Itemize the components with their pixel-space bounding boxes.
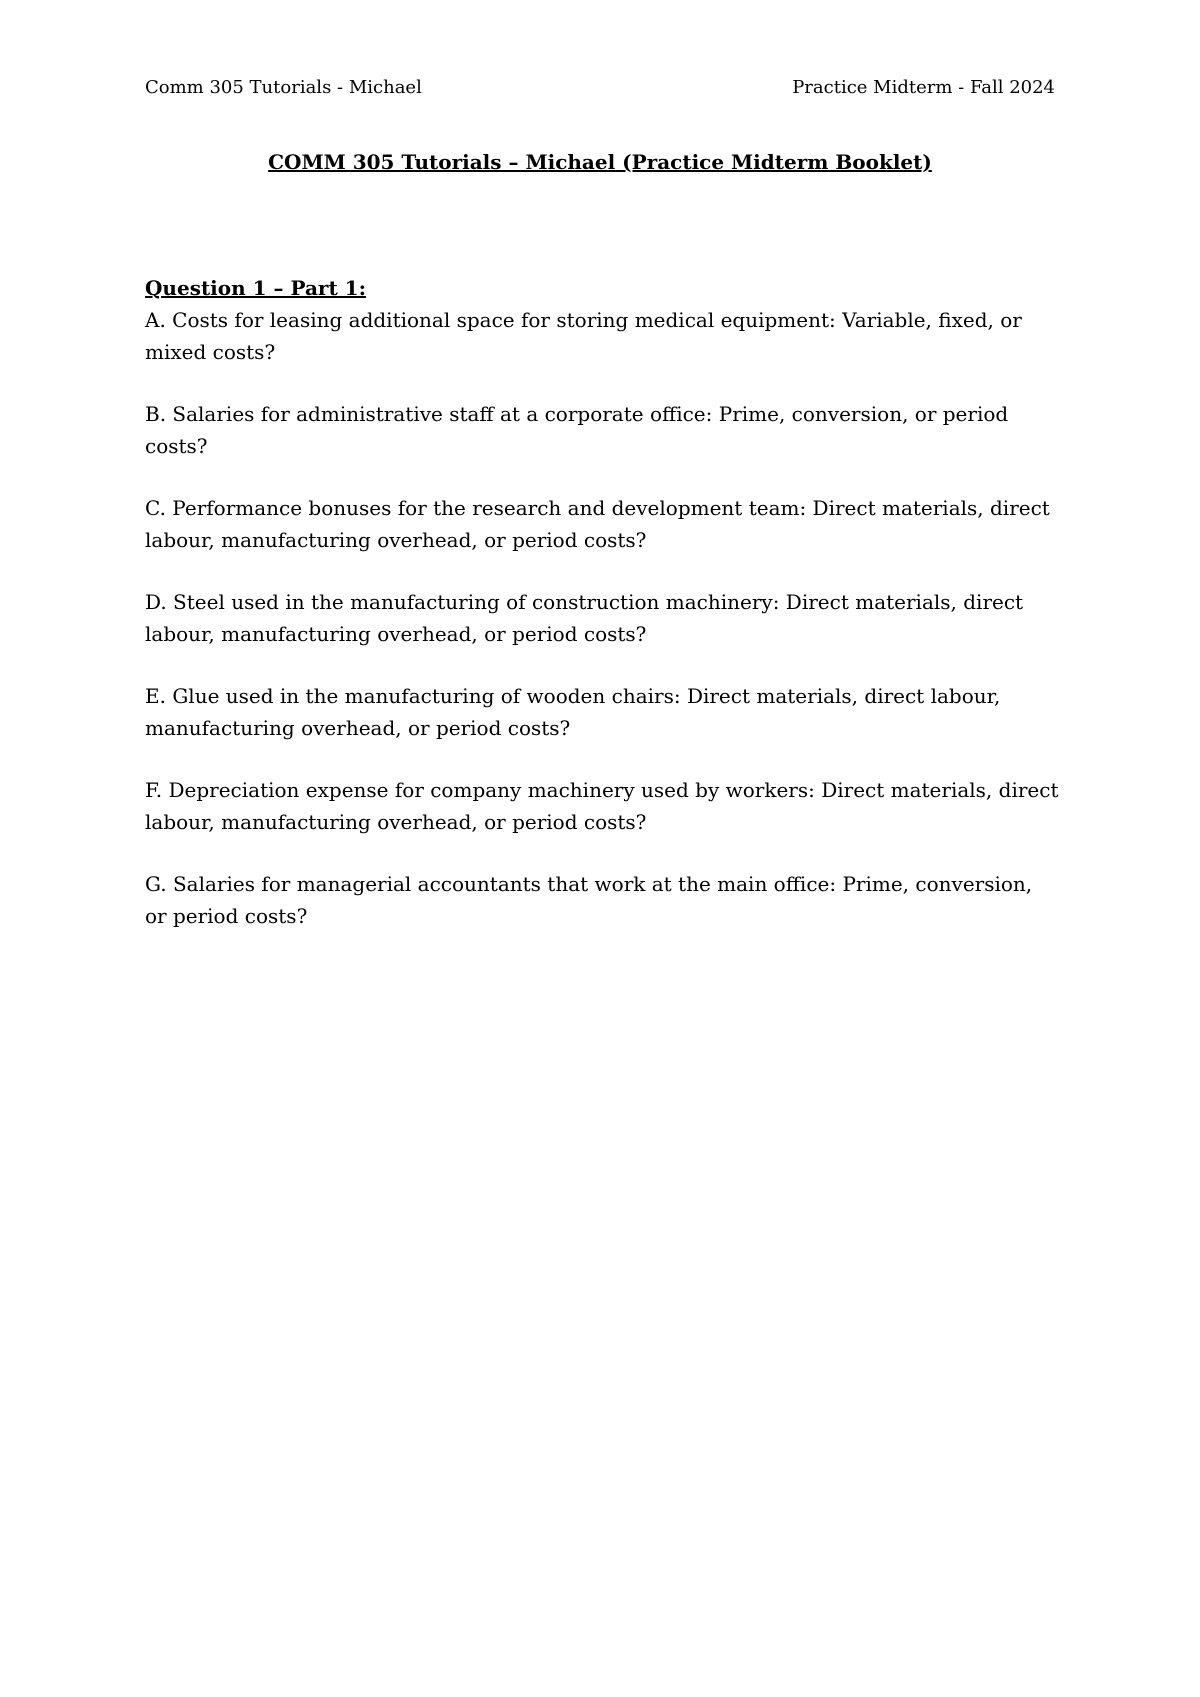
question-item-g: G. Salaries for managerial accountants that work at the main office: Prime, conversion, or period costs? [145,872,1033,928]
question-section [145,272,1060,962]
question-item-a: A. Costs for leasing additional space for storing medical equipment: Variable, fixed, or mixed costs? [145,308,1022,364]
header-left: Comm 305 Tutorials - Michael [145,77,422,98]
question-item-c: C. Performance bonuses for the research and development team: Direct materials, direct labour, manufacturing overhead, or period costs? [145,496,1050,552]
question-item-d: D. Steel used in the manufacturing of construction machinery: Direct materials, direct labour, manufacturing overhead, or period costs? [145,590,1024,646]
running-header [145,76,1055,100]
question-item-f: F. Depreciation expense for company machinery used by workers: Direct materials, direct labour, manufacturing overhead, or period costs? [145,778,1059,834]
question-item-e: E. Glue used in the manufacturing of wooden chairs: Direct materials, direct labour, manufacturing overhead, or period costs? [145,684,1001,740]
question-item-b: B. Salaries for administrative staff at a corporate office: Prime, conversion, or period costs? [145,402,1009,458]
header-right: Practice Midterm - Fall 2024 [792,77,1055,98]
document-title: COMM 305 Tutorials – Michael (Practice Midterm Booklet) [268,150,932,174]
question-heading: Question 1 – Part 1: [145,276,366,300]
